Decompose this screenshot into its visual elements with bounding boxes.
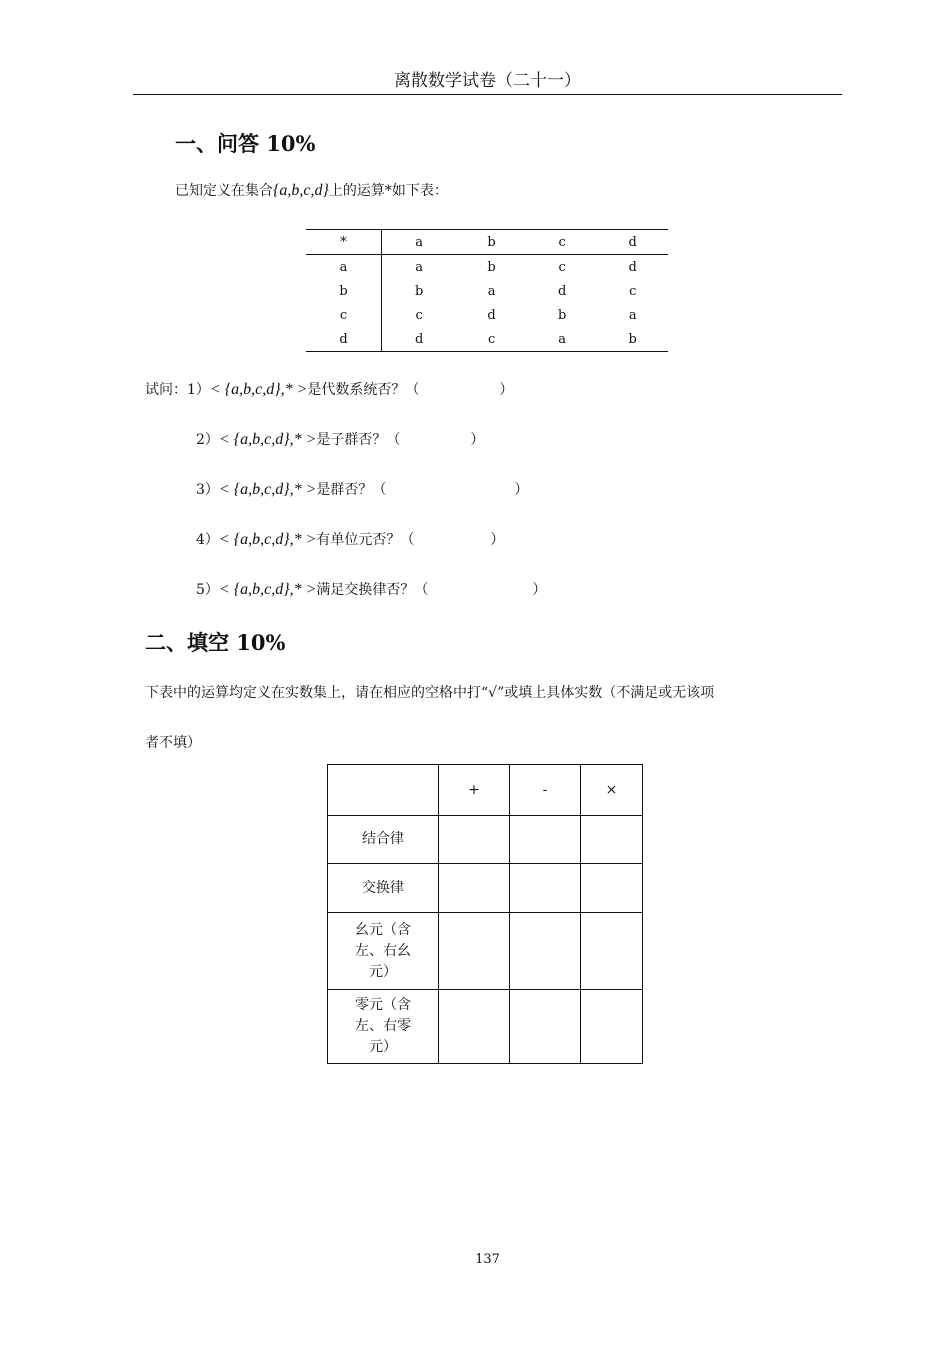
label-line: 幺元（含: [355, 921, 411, 938]
answer-cell[interactable]: [439, 913, 510, 990]
label-line: 交换律: [362, 879, 404, 896]
prop-table-row-label: [328, 816, 439, 864]
answer-cell[interactable]: [510, 913, 581, 990]
answer-cell[interactable]: [510, 990, 581, 1064]
prop-table-col-header: +: [439, 765, 510, 816]
answer-cell[interactable]: [581, 864, 643, 913]
op-table-corner: *: [306, 230, 382, 255]
prop-table-row-label: [328, 864, 439, 913]
question-number: 4）: [196, 532, 219, 548]
question-3: [196, 479, 528, 499]
close-paren: ）: [532, 582, 547, 598]
prop-table-col-header: ×: [581, 765, 643, 816]
section2-heading: 二、填空 10%: [145, 630, 286, 655]
op-table-cell: c: [456, 327, 527, 352]
answer-cell[interactable]: [510, 816, 581, 864]
answer-cell[interactable]: [439, 864, 510, 913]
prop-table-row: [328, 864, 643, 913]
question-number: 3）: [196, 482, 219, 498]
close-paren: ）: [514, 482, 529, 498]
label-line: 结合律: [362, 831, 404, 847]
op-table-col-header: c: [527, 230, 598, 255]
section2-instructions-line2: 者不填）: [145, 735, 201, 751]
question-text: 有单位元否？（: [316, 532, 415, 548]
op-table-cell: c: [558, 259, 566, 275]
question-1: [145, 379, 513, 399]
question-text: 是群否？（: [316, 482, 387, 498]
prop-table-row-label: [328, 913, 439, 990]
prop-table-header-row: [328, 765, 643, 816]
op-table-cell: d: [382, 327, 457, 352]
op-table-row: [306, 279, 668, 303]
prop-table-corner: [328, 765, 439, 816]
question-5: [196, 579, 546, 599]
operation-table: [306, 229, 668, 352]
op-table-row: [306, 327, 668, 352]
op-table-cell: a: [415, 259, 424, 275]
page-number: 137: [475, 1252, 500, 1267]
op-table-cell: a: [628, 307, 637, 323]
set-expression: {a,b,c,d}: [273, 182, 329, 199]
prop-table-row: [328, 913, 643, 990]
op-table-row-header: b: [306, 279, 382, 303]
label-line: 零元（含: [355, 997, 411, 1013]
op-table-cell: b: [597, 327, 668, 352]
prop-table-row: [328, 816, 643, 864]
prop-table-row-label: [328, 990, 439, 1064]
close-paren: ）: [490, 532, 505, 548]
op-table-cell: b: [487, 259, 496, 275]
section1-heading: 一、问答 10%: [175, 131, 316, 156]
op-table-cell: a: [527, 327, 598, 352]
algebra-expression: < {a,b,c,d},* >: [209, 381, 308, 398]
op-table-cell: a: [487, 283, 496, 299]
question-text: 是代数系统否？（: [307, 382, 420, 398]
op-table-cell: d: [487, 307, 496, 323]
label-line: 左、右零: [355, 1018, 411, 1034]
op-table-cell: d: [628, 259, 637, 275]
op-table-header-row: [306, 230, 668, 255]
answer-cell[interactable]: [510, 864, 581, 913]
question-text: 满足交换律否？（: [316, 582, 429, 598]
answer-cell[interactable]: [439, 816, 510, 864]
op-table-row: [306, 255, 668, 280]
question-number: 2）: [196, 432, 219, 448]
algebra-expression: < {a,b,c,d},* >: [218, 581, 317, 598]
op-table-row-header: a: [306, 255, 382, 280]
algebra-expression: < {a,b,c,d},* >: [218, 481, 317, 498]
label-line: 元）: [369, 1039, 397, 1055]
op-table-col-header: a: [382, 230, 457, 255]
close-paren: ）: [499, 382, 514, 398]
algebra-expression: < {a,b,c,d},* >: [218, 531, 317, 548]
question-4: [196, 529, 504, 549]
algebra-expression: < {a,b,c,d},* >: [218, 431, 317, 448]
op-table-row: [306, 303, 668, 327]
answer-cell[interactable]: [439, 990, 510, 1064]
op-table-col-header: d: [597, 230, 668, 255]
header-rule: [133, 94, 842, 95]
section2-instructions-line1: 下表中的运算均定义在实数集上，请在相应的空格中打“√”或填上具体实数（不满足或无该项: [145, 685, 715, 701]
op-table-cell: c: [629, 283, 637, 299]
answer-cell[interactable]: [581, 816, 643, 864]
answer-cell[interactable]: [581, 990, 643, 1064]
op-table-col-header: b: [456, 230, 527, 255]
question-number: 试问：1）: [145, 382, 210, 398]
question-number: 5）: [196, 582, 219, 598]
label-line: 元）: [369, 963, 397, 980]
op-table-cell: c: [415, 307, 423, 323]
op-table-cell: b: [414, 283, 424, 299]
property-table: [327, 764, 643, 1064]
op-table-row-header: d: [306, 327, 382, 352]
close-paren: ）: [470, 432, 485, 448]
section1-intro: [175, 180, 448, 200]
answer-cell[interactable]: [581, 913, 643, 990]
prop-table-row: [328, 990, 643, 1064]
question-text: 是子群否？（: [316, 432, 401, 448]
label-line: 左、右幺: [355, 942, 411, 959]
prop-table-col-header: -: [510, 765, 581, 816]
op-table-row-header: c: [306, 303, 382, 327]
op-table-cell: b: [557, 307, 567, 323]
op-table-cell: d: [557, 283, 567, 299]
question-2: [196, 429, 484, 449]
exam-title: 离散数学试卷（二十一）: [394, 71, 581, 91]
intro-prefix: 已知定义在集合: [175, 183, 273, 199]
intro-suffix: 上的运算*如下表：: [328, 183, 448, 199]
